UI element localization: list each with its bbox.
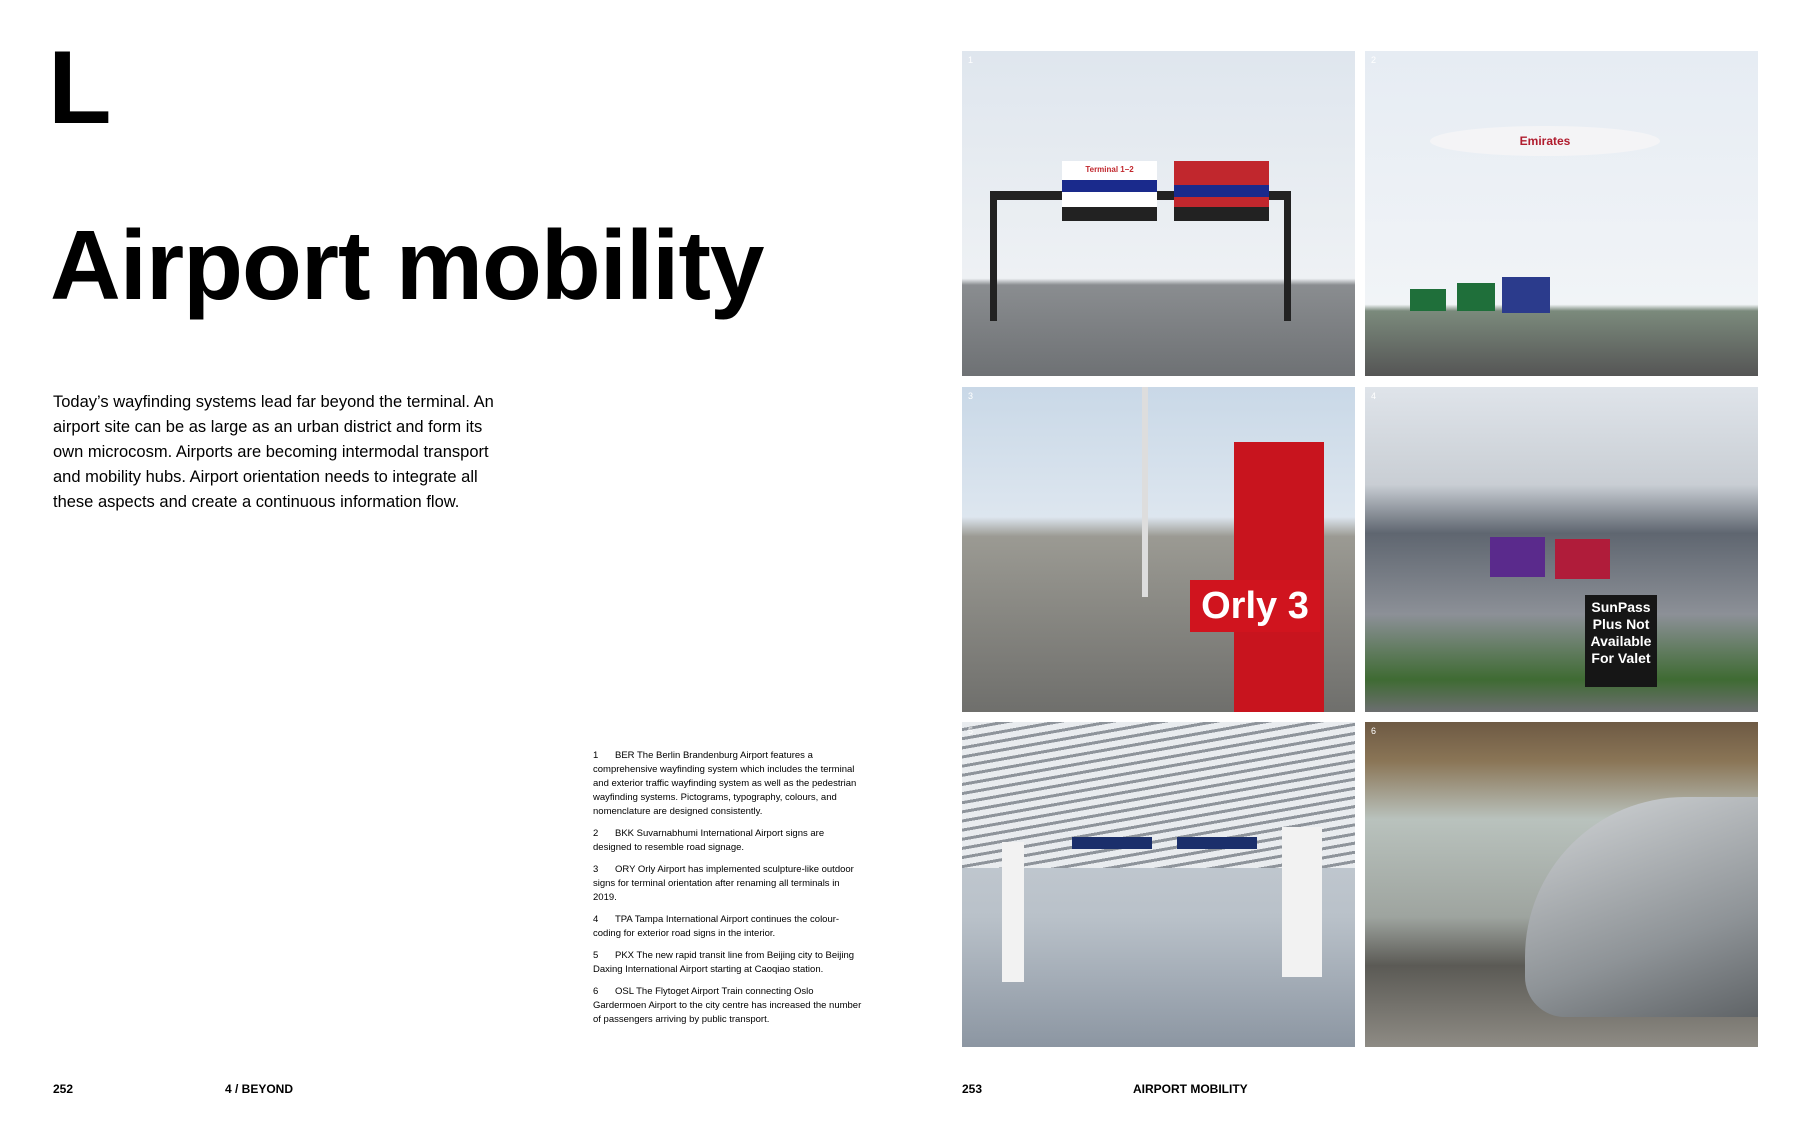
caption [593, 749, 863, 819]
photo-captions [593, 749, 863, 1035]
photo-flytoget-train [1365, 722, 1758, 1047]
section-label-left: 4 / BEYOND [225, 1082, 294, 1096]
caption-number: 6 [593, 986, 599, 997]
page-number-right: 253 [962, 1082, 983, 1096]
caption [593, 985, 863, 1027]
chapter-letter: L [48, 30, 112, 146]
road-sign: Terminal 1–2 [1062, 161, 1157, 221]
caption-text: TPA Tampa International Airport continues the colour-coding for exterior road signs in the interior. [593, 914, 840, 939]
caption-number: 5 [593, 950, 599, 961]
caption [593, 913, 863, 941]
caption [593, 827, 863, 855]
caption-number: 3 [593, 864, 599, 875]
airplane: Emirates [1430, 126, 1660, 156]
caption-text: PKX The new rapid transit line from Beijing city to Beijing Daxing International Airport starting at Caoqiao station. [593, 950, 855, 975]
section-label-right: AIRPORT MOBILITY [1133, 1082, 1248, 1096]
photo-tampa-signs [1365, 387, 1758, 712]
photo-number: 6 [1371, 726, 1377, 736]
photo-number: 3 [968, 391, 974, 401]
caption-text: BKK Suvarnabhumi International Airport signs are designed to resemble road signage. [593, 828, 825, 853]
photo-ber-road-signs [962, 51, 1355, 376]
sunpass-sign: SunPass Plus Not Available For Valet [1585, 595, 1657, 687]
page-number-left: 252 [53, 1082, 74, 1096]
photo-number: 2 [1371, 55, 1377, 65]
caption [593, 949, 863, 977]
caption [593, 863, 863, 905]
caption-text: BER The Berlin Brandenburg Airport features a comprehensive wayfinding system which includes the terminal and exterior traffic wayfinding system as well as the pedestrian wayfinding systems. Pictograms, typography, colours, and nomenclature are designed consistently. [593, 750, 857, 817]
orly-sign: Orly 3 [1190, 580, 1320, 632]
caption-number: 4 [593, 914, 599, 925]
intro-text: Today’s wayfinding systems lead far beyond the terminal. An airport site can be as large as an urban district and form its own microcosm. Airports are becoming intermodal transport and mobility hubs. Airport orientation needs to integrate all these aspects and create a continuous information flow. [53, 393, 494, 511]
photo-number: 5 [968, 726, 974, 736]
page-title: Airport mobility [50, 210, 764, 320]
photo-daxing-station [962, 722, 1355, 1047]
caption-number: 2 [593, 828, 599, 839]
caption-text: OSL The Flytoget Airport Train connecting Oslo Gardermoen Airport to the city centre has increased the number of passengers arriving by public transport. [593, 986, 862, 1025]
photo-bkk-plane [1365, 51, 1758, 376]
road-sign [1174, 161, 1269, 221]
caption-number: 1 [593, 750, 599, 761]
caption-text: ORY Orly Airport has implemented sculpture-like outdoor signs for terminal orientation after renaming all terminals in 2019. [593, 864, 854, 903]
photo-number: 4 [1371, 391, 1377, 401]
photo-orly-sign [962, 387, 1355, 712]
photo-number: 1 [968, 55, 974, 65]
